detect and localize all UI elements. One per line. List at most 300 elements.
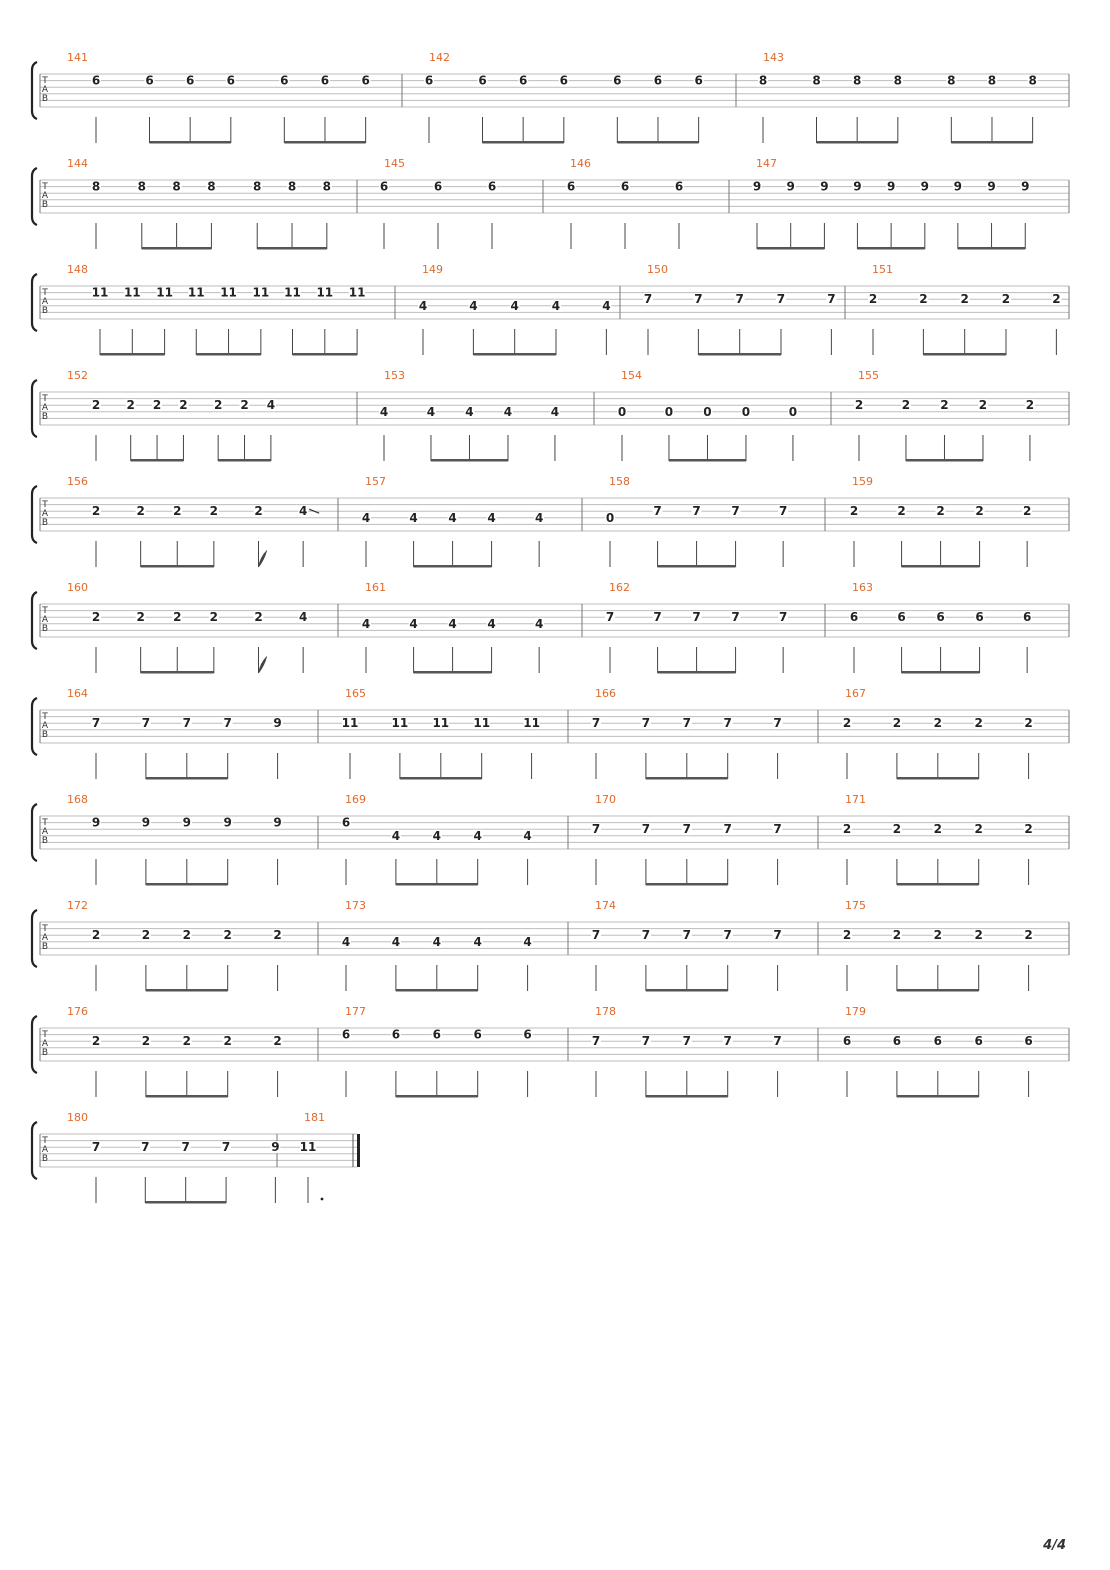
measure-number: 158 — [609, 475, 630, 488]
beam — [150, 141, 231, 144]
fret-number: 9 — [273, 716, 282, 731]
measure-number: 166 — [595, 687, 616, 700]
measure-number: 149 — [422, 263, 443, 276]
tab-clef-letter: B — [41, 518, 49, 528]
fret-number: 9 — [987, 179, 996, 194]
beam — [646, 883, 728, 886]
fret-number: 11 — [123, 285, 141, 300]
measure-number: 159 — [852, 475, 873, 488]
tab-system — [32, 899, 1069, 992]
tab-system — [32, 263, 1069, 356]
fret-number: 2 — [136, 610, 145, 625]
fret-number: 7 — [723, 928, 732, 943]
tab-clef-letter: T — [42, 288, 48, 298]
fret-number: 2 — [209, 504, 219, 519]
measure — [341, 899, 568, 992]
measure-number: 165 — [345, 687, 366, 700]
beam — [483, 141, 564, 144]
fret-number: 6 — [432, 1027, 441, 1042]
measure-number: 162 — [609, 581, 630, 594]
measure — [591, 1005, 818, 1098]
fret-number: 11 — [341, 716, 359, 731]
measure-number: 151 — [872, 263, 893, 276]
measure-number: 176 — [67, 1005, 88, 1018]
measure-number: 164 — [67, 687, 88, 700]
fret-number: 2 — [842, 716, 852, 731]
beam — [658, 671, 736, 674]
measure — [868, 263, 1069, 356]
measure-number: 178 — [595, 1005, 616, 1018]
fret-number: 7 — [221, 1140, 231, 1155]
fret-number: 2 — [136, 504, 145, 519]
fret-number: 9 — [223, 815, 232, 830]
beam — [473, 353, 556, 356]
fret-number: 6 — [341, 815, 351, 830]
fret-number: 2 — [209, 610, 219, 625]
fret-number: 2 — [91, 504, 101, 519]
fret-number: 2 — [940, 398, 949, 413]
fret-number: 2 — [1024, 822, 1033, 837]
system-bracket — [32, 698, 37, 755]
fret-number: 7 — [773, 716, 782, 731]
measure — [67, 475, 338, 568]
fret-number: 4 — [448, 616, 457, 631]
measure-number: 174 — [595, 899, 616, 912]
fret-number: 2 — [254, 504, 263, 519]
beam — [902, 565, 980, 568]
fret-number: 0 — [605, 510, 615, 525]
measure-number: 169 — [345, 793, 366, 806]
measure-number: 155 — [858, 369, 879, 382]
fret-number: 4 — [409, 510, 418, 525]
fret-number: 2 — [223, 928, 232, 943]
beam — [897, 777, 979, 780]
fret-number: 6 — [473, 1027, 482, 1042]
measure-number: 161 — [365, 581, 386, 594]
measure — [591, 899, 818, 992]
fret-number: 7 — [653, 610, 662, 625]
fret-number: 2 — [1022, 504, 1032, 519]
tab-system — [32, 793, 1069, 886]
measure — [842, 1005, 1069, 1098]
fret-number: 2 — [254, 610, 263, 625]
fret-number: 4 — [426, 404, 436, 419]
beam — [414, 565, 492, 568]
fret-number: 4 — [510, 298, 519, 313]
measure-number: 163 — [852, 581, 873, 594]
measure — [842, 793, 1069, 886]
fret-number: 6 — [361, 73, 370, 88]
fret-number: 6 — [280, 73, 289, 88]
fret-number: 2 — [933, 822, 942, 837]
measure — [342, 687, 568, 780]
measure-number: 171 — [845, 793, 866, 806]
fret-number: 4 — [298, 610, 308, 625]
fret-number: 2 — [892, 928, 902, 943]
fret-number: 7 — [778, 610, 788, 625]
measure-number: 179 — [845, 1005, 866, 1018]
fret-number: 6 — [892, 1034, 902, 1049]
beam — [617, 141, 698, 144]
system-bracket — [32, 168, 37, 225]
beam — [400, 777, 482, 780]
tab-clef-letter: T — [42, 712, 48, 722]
beam — [431, 459, 508, 462]
measure — [643, 263, 845, 356]
fret-number: 0 — [664, 404, 674, 419]
fret-number: 2 — [892, 716, 902, 731]
fret-number: 4 — [432, 828, 441, 843]
beam — [257, 247, 327, 250]
beam — [646, 989, 728, 992]
fret-number: 6 — [185, 73, 195, 88]
fret-number: 7 — [682, 1034, 691, 1049]
tab-clef-letter: B — [41, 730, 49, 740]
fret-number: 6 — [1022, 610, 1032, 625]
fret-number: 2 — [126, 398, 135, 413]
tab-clef-letter: T — [42, 182, 48, 192]
fret-number: 7 — [182, 716, 191, 731]
fret-number: 9 — [886, 179, 896, 194]
tab-clef-letter: A — [41, 827, 49, 837]
fret-number: 4 — [448, 510, 457, 525]
tab-clef-letter: B — [41, 200, 49, 210]
fret-number: 7 — [641, 1034, 651, 1049]
measure — [67, 581, 338, 674]
fret-number: 4 — [523, 934, 532, 949]
fret-number: 11 — [284, 285, 301, 300]
fret-number: 8 — [947, 73, 956, 88]
beam — [951, 141, 1032, 144]
measure — [341, 793, 568, 886]
fret-number: 7 — [641, 928, 651, 943]
fret-number: 11 — [156, 285, 173, 300]
tab-clef-letter: T — [42, 500, 48, 510]
fret-number: 8 — [91, 179, 101, 194]
fret-number: 7 — [653, 504, 662, 519]
fret-number: 11 — [473, 716, 491, 731]
fret-number: 6 — [936, 610, 945, 625]
fret-number: 2 — [91, 928, 101, 943]
system-bracket — [32, 804, 37, 861]
fret-number: 7 — [773, 928, 782, 943]
fret-number: 11 — [299, 1140, 317, 1155]
fret-number: 2 — [897, 504, 906, 519]
beam — [100, 353, 165, 356]
fret-number: 7 — [776, 292, 786, 307]
beam — [284, 141, 365, 144]
fret-number: 4 — [550, 404, 560, 419]
fret-number: 4 — [361, 616, 371, 631]
fret-number: 0 — [703, 404, 712, 419]
fret-number: 2 — [91, 610, 101, 625]
tab-system — [32, 1005, 1069, 1098]
fret-number: 2 — [91, 398, 101, 413]
fret-number: 11 — [187, 285, 205, 300]
tab-clef-letter: B — [41, 94, 49, 104]
measure — [752, 157, 1069, 250]
beam — [146, 883, 228, 886]
measure-number: 157 — [365, 475, 386, 488]
fret-number: 8 — [1028, 73, 1037, 88]
measure — [67, 793, 318, 886]
fret-number: 2 — [273, 1034, 282, 1049]
fret-number: 9 — [271, 1140, 280, 1155]
fret-number: 2 — [240, 398, 249, 413]
measure — [67, 369, 357, 462]
fret-number: 4 — [534, 616, 544, 631]
fret-number: 6 — [842, 1034, 852, 1049]
measure-number: 150 — [647, 263, 668, 276]
system-bracket — [32, 910, 37, 967]
tab-clef-letter: A — [41, 403, 49, 413]
tab-clef-letter: A — [41, 509, 49, 519]
fret-number: 7 — [682, 716, 691, 731]
page-number: 4/4 — [1043, 1538, 1066, 1553]
measure-number: 142 — [429, 51, 450, 64]
tab-clef-letter: T — [42, 924, 48, 934]
fret-number: 2 — [182, 928, 191, 943]
fret-number: 6 — [433, 179, 443, 194]
fret-number: 2 — [974, 928, 983, 943]
beam — [923, 353, 1006, 356]
fret-number: 2 — [141, 1034, 151, 1049]
fret-number: 2 — [842, 822, 852, 837]
fret-number: 7 — [731, 610, 740, 625]
fret-number: 4 — [487, 510, 496, 525]
system-bracket — [32, 1016, 37, 1073]
measure-number: 147 — [756, 157, 777, 170]
fret-number: 4 — [473, 828, 482, 843]
tab-clef-letter: T — [42, 1030, 48, 1040]
measure — [67, 51, 402, 144]
fret-number: 4 — [551, 298, 561, 313]
fret-number: 11 — [91, 285, 109, 300]
beam — [857, 247, 924, 250]
measure — [849, 475, 1069, 568]
measure — [849, 581, 1069, 674]
fret-number: 6 — [226, 73, 235, 88]
beam — [146, 777, 228, 780]
fret-number: 6 — [566, 179, 576, 194]
beam — [293, 353, 358, 356]
fret-number: 7 — [778, 504, 788, 519]
measure — [842, 899, 1069, 992]
fret-number: 4 — [341, 934, 351, 949]
fret-number: 11 — [220, 285, 237, 300]
fret-number: 4 — [432, 934, 441, 949]
fret-number: 6 — [91, 73, 101, 88]
fret-number: 9 — [752, 179, 762, 194]
measure-number: 180 — [67, 1111, 88, 1124]
fret-number: 2 — [849, 504, 859, 519]
measure-number: 144 — [67, 157, 88, 170]
beam — [897, 883, 979, 886]
beam — [131, 459, 184, 462]
measure-number: 141 — [67, 51, 88, 64]
system-bracket — [32, 486, 37, 543]
fret-number: 2 — [975, 504, 984, 519]
measure — [341, 1005, 568, 1098]
fret-number: 7 — [591, 928, 601, 943]
fret-number: 2 — [892, 822, 902, 837]
fret-number: 8 — [137, 179, 146, 194]
fret-number: 2 — [933, 928, 942, 943]
tab-clef-letter: A — [41, 85, 49, 95]
measure — [566, 157, 729, 249]
tab-clef-letter: B — [41, 1154, 49, 1164]
measure — [379, 157, 543, 249]
measure — [605, 581, 825, 674]
tab-clef-letter: A — [41, 191, 49, 201]
fret-number: 4 — [602, 298, 611, 313]
final-thick-barline — [357, 1134, 360, 1167]
fret-number: 6 — [478, 73, 487, 88]
fret-number: 8 — [852, 73, 862, 88]
measure — [67, 1005, 318, 1098]
fret-number: 7 — [141, 716, 151, 731]
measure-number: 145 — [384, 157, 405, 170]
beam — [396, 989, 478, 992]
measure-number: 152 — [67, 369, 88, 382]
measure — [418, 263, 620, 356]
fret-number: 6 — [933, 1034, 942, 1049]
fret-number: 6 — [653, 73, 663, 88]
fret-number: 4 — [503, 404, 513, 419]
fret-number: 2 — [854, 398, 864, 413]
measure-number: 168 — [67, 793, 88, 806]
fret-number: 2 — [936, 504, 945, 519]
fret-number: 7 — [643, 292, 653, 307]
beam — [902, 671, 980, 674]
fret-number: 11 — [523, 716, 540, 731]
fret-number: 9 — [91, 815, 101, 830]
measure — [605, 475, 825, 568]
tab-clef-letter: A — [41, 933, 49, 943]
fret-number: 7 — [773, 1034, 782, 1049]
tab-clef-letter: A — [41, 615, 49, 625]
measure — [854, 369, 1069, 462]
tab-clef-letter: T — [42, 394, 48, 404]
fret-number: 6 — [613, 73, 622, 88]
fret-number: 2 — [919, 292, 928, 307]
beam — [396, 883, 478, 886]
fret-number: 8 — [812, 73, 821, 88]
fret-number: 11 — [348, 285, 366, 300]
tab-clef-letter: A — [41, 1145, 49, 1155]
fret-number: 0 — [617, 404, 627, 419]
fret-number: 7 — [641, 822, 651, 837]
system-bracket — [32, 592, 37, 649]
fret-number: 7 — [591, 822, 601, 837]
system-bracket — [32, 380, 37, 437]
measure — [379, 369, 594, 462]
measure-number: 181 — [304, 1111, 325, 1124]
beam — [141, 565, 214, 568]
fret-number: 2 — [960, 292, 969, 307]
fret-number: 4 — [418, 298, 428, 313]
fret-number: 7 — [682, 928, 691, 943]
fret-number: 6 — [487, 179, 497, 194]
measure-number: 167 — [845, 687, 866, 700]
tab-clef-letter: A — [41, 721, 49, 731]
fret-number: 2 — [1052, 292, 1061, 307]
fret-number: 6 — [975, 610, 984, 625]
fret-number: 6 — [1024, 1034, 1033, 1049]
tab-clef-letter: T — [42, 1136, 48, 1146]
fret-number: 4 — [379, 404, 389, 419]
fret-number: 9 — [1021, 179, 1030, 194]
beam — [817, 141, 898, 144]
tab-system — [32, 1111, 360, 1204]
system-bracket — [32, 62, 37, 119]
fret-number: 4 — [534, 510, 544, 525]
fret-number: 7 — [694, 292, 703, 307]
fret-number: 8 — [172, 179, 181, 194]
measure-number: 170 — [595, 793, 616, 806]
fret-number: 2 — [179, 398, 188, 413]
beam — [141, 671, 214, 674]
measure — [591, 793, 818, 886]
fret-number: 2 — [901, 398, 911, 413]
tab-clef-letter: B — [41, 942, 49, 952]
tab-system — [32, 687, 1069, 780]
measure — [617, 369, 831, 462]
fret-number: 7 — [692, 504, 701, 519]
fret-number: 7 — [692, 610, 701, 625]
fret-number: 7 — [735, 292, 744, 307]
fret-number: 9 — [920, 179, 930, 194]
measure — [591, 687, 818, 780]
beam — [897, 989, 979, 992]
tab-clef-letter: A — [41, 297, 49, 307]
fret-number: 6 — [320, 73, 330, 88]
fret-number: 7 — [141, 1140, 150, 1155]
fret-number: 4 — [391, 934, 401, 949]
beam — [646, 777, 728, 780]
beam — [146, 1095, 228, 1098]
tab-system — [32, 51, 1069, 144]
measure-number: 143 — [763, 51, 784, 64]
measure-number: 177 — [345, 1005, 366, 1018]
fret-number: 4 — [469, 298, 478, 313]
beam — [698, 353, 781, 356]
fret-number: 7 — [731, 504, 740, 519]
measure-number: 153 — [384, 369, 405, 382]
eighth-flag — [259, 551, 267, 567]
fret-number: 6 — [379, 179, 389, 194]
fret-number: 2 — [974, 716, 983, 731]
fret-number: 7 — [827, 292, 836, 307]
fret-number: 6 — [849, 610, 859, 625]
fret-number: 2 — [152, 398, 162, 413]
fret-number: 2 — [1024, 716, 1033, 731]
beam — [958, 247, 1025, 250]
eighth-flag — [259, 657, 267, 673]
fret-number: 9 — [953, 179, 963, 194]
fret-number: 2 — [842, 928, 852, 943]
fret-number: 6 — [424, 73, 434, 88]
beam — [646, 1095, 728, 1098]
fret-number: 8 — [758, 73, 768, 88]
measure-number: 175 — [845, 899, 866, 912]
measure — [67, 899, 318, 992]
fret-number: 6 — [391, 1027, 401, 1042]
measure-number: 173 — [345, 899, 366, 912]
measure-number: 146 — [570, 157, 591, 170]
fret-number: 6 — [974, 1034, 983, 1049]
fret-number: 2 — [978, 398, 988, 413]
